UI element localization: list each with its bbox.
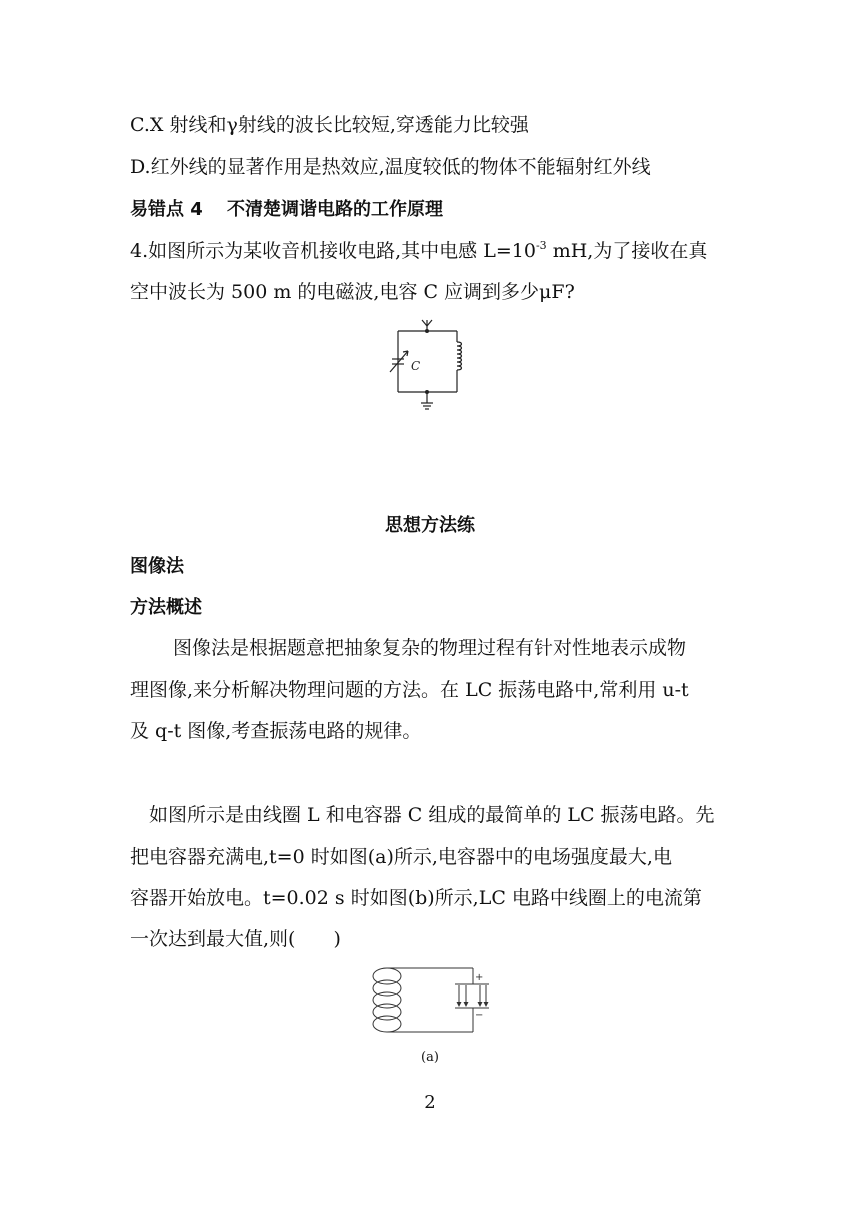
- example-line-3: 容器开始放电。t=0.02 s 时如图(b)所示,LC 电路中线圈上的电流第: [130, 887, 702, 909]
- question-4-line-1: [130, 237, 707, 265]
- example-line-1: 如图所示是由线圈 L 和电容器 C 组成的最简单的 LC 振荡电路。先: [149, 804, 715, 826]
- q4-exponent: -3: [535, 239, 547, 252]
- overview-paragraph-line-2: 理图像,来分析解决物理问题的方法。在 LC 振荡电路中,常利用 u-t: [130, 679, 689, 701]
- overview-paragraph-line-3: 及 q-t 图像,考查振荡电路的规律。: [130, 720, 422, 742]
- figure-a-caption: (a): [421, 1050, 439, 1065]
- example-line-4: 一次达到最大值,则( ): [130, 928, 341, 950]
- q4-text-post: mH,为了接收在真: [546, 240, 708, 262]
- section-title: 思想方法练: [385, 515, 475, 536]
- q4-text-pre: 4.如图所示为某收音机接收电路,其中电感 L=10: [130, 240, 536, 262]
- minus-sign: −: [475, 1010, 484, 1021]
- example-line-2: 把电容器充满电,t=0 时如图(a)所示,电容器中的电场强度最大,电: [130, 846, 672, 868]
- receiver-circuit-diagram: [380, 318, 480, 418]
- lc-circuit-figure-a: [365, 962, 500, 1042]
- overview-paragraph-line-1: 图像法是根据题意把抽象复杂的物理过程有针对性地表示成物: [173, 637, 687, 659]
- option-d: D.红外线的显著作用是热效应,温度较低的物体不能辐射红外线: [130, 156, 651, 178]
- method-name: 图像法: [130, 556, 184, 577]
- question-4-line-2: 空中波长为 500 m 的电磁波,电容 C 应调到多少μF?: [130, 281, 575, 303]
- capacitor-label: C: [411, 359, 421, 373]
- page-number: 2: [424, 1092, 436, 1113]
- option-c: C.X 射线和γ射线的波长比较短,穿透能力比较强: [130, 114, 529, 136]
- plus-sign: +: [475, 972, 484, 983]
- overview-heading: 方法概述: [130, 597, 202, 618]
- error-point-heading: 易错点 4 不清楚调谐电路的工作原理: [130, 199, 444, 220]
